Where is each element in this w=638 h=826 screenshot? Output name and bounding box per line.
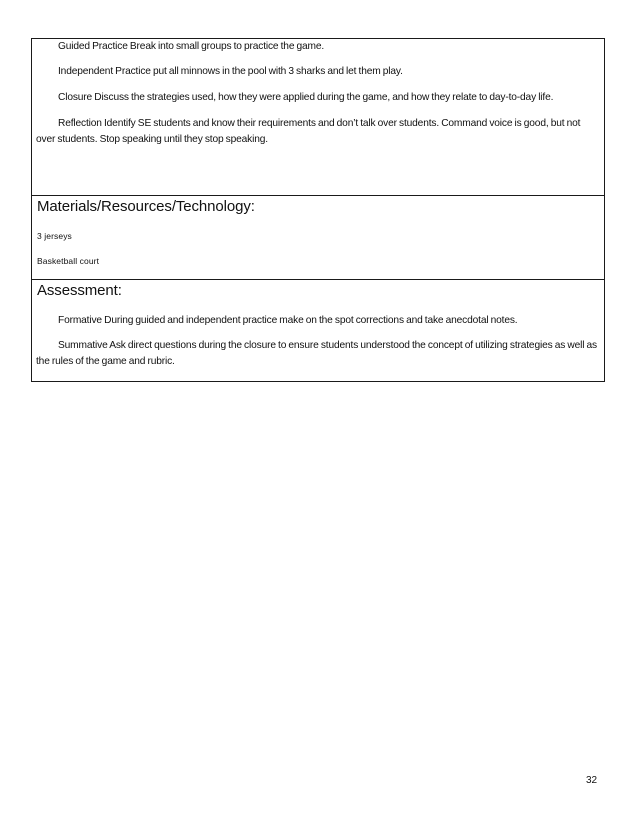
formative-assessment-text: Formative During guided and independent practice make on the spot corrections and take anecdotal notes.: [58, 315, 518, 326]
summative-assessment-text: Summative Ask direct questions during the closure to ensure students understood the concept of utilizing strategies as well as the rules of the game and rubric.: [36, 340, 597, 367]
material-item-jerseys: 3 jerseys: [37, 231, 72, 241]
page-number: 32: [586, 775, 598, 786]
activities-section: [31, 38, 605, 196]
materials-section: [31, 195, 605, 280]
closure-text: Closure Discuss the strategies used, how they were applied during the game, and how they relate to day-to-day life.: [58, 92, 554, 103]
material-item-basketball-court: Basketball court: [37, 256, 100, 266]
materials-heading: Materials/Resources/Technology:: [37, 198, 255, 215]
assessment-heading: Assessment:: [37, 282, 122, 299]
independent-practice-text: Independent Practice put all minnows in the pool with 3 sharks and let them play.: [58, 66, 403, 77]
reflection-text: Reflection Identify SE students and know their requirements and don’t talk over students. Command voice is good, but not over students. Stop speaking until they stop speaking.: [36, 118, 581, 145]
guided-practice-text: Guided Practice Break into small groups to practice the game.: [58, 41, 325, 52]
assessment-section: [31, 279, 605, 382]
